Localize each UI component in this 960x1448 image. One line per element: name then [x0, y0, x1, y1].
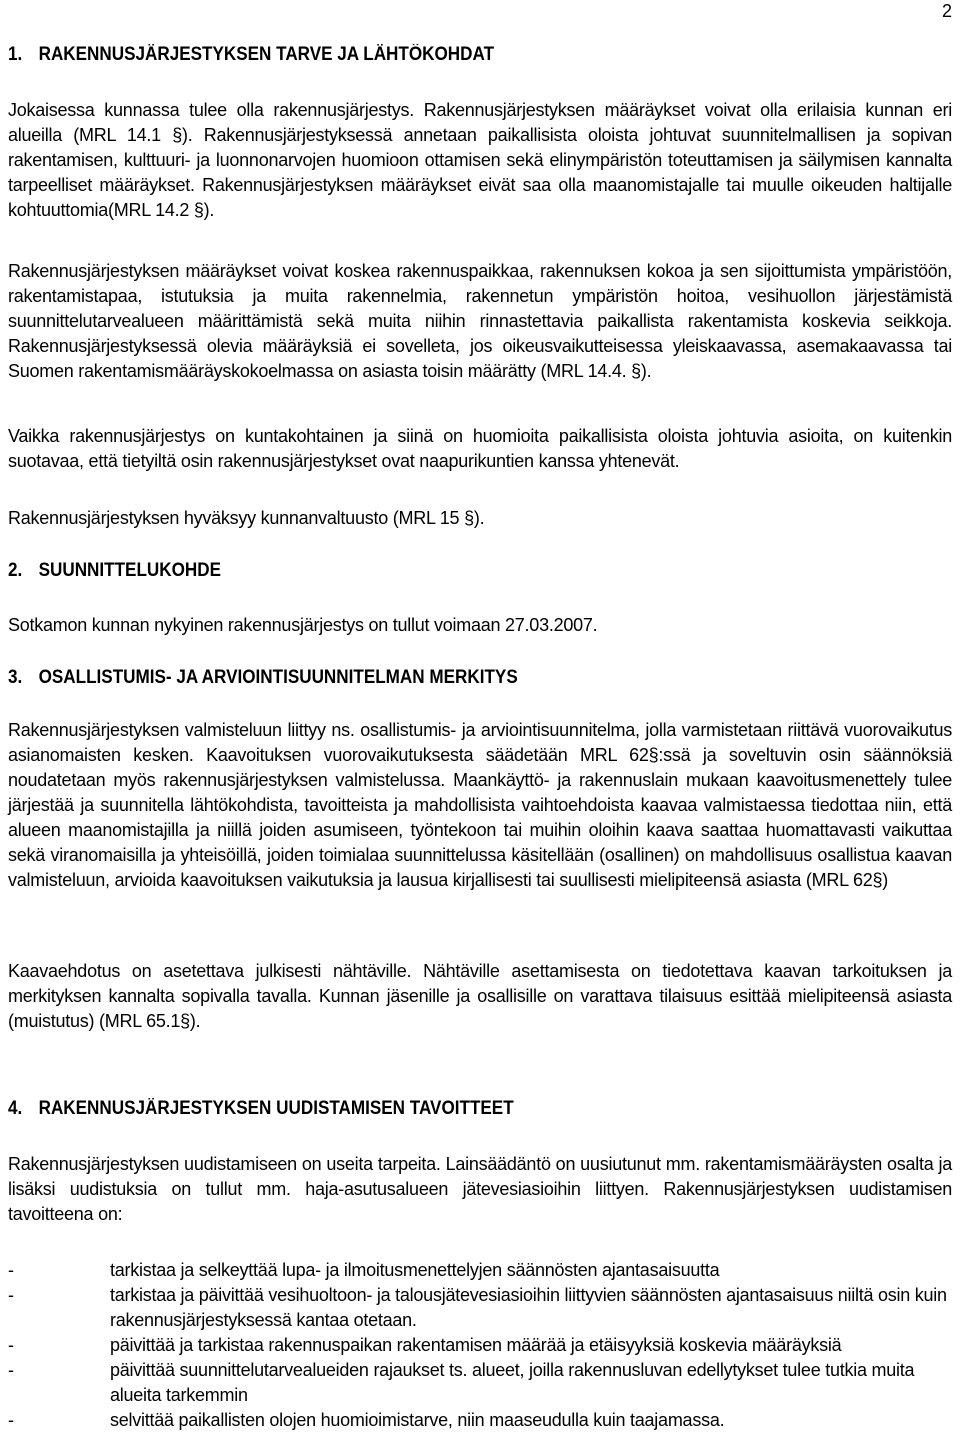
section-1-paragraph-1: Jokaisessa kunnassa tulee olla rakennusjärjestys. Rakennusjärjestyksen määräykset voivat olla erilaisia kunnan eri alueilla (MRL 14.1 §). Rakennusjärjestyksessä annetaan paikallisista oloista johtuvat suunnitelmallisen ja sopivan rakentamisen, kulttuuri- ja luonnonarvojen huomioon ottamisen sekä elinympäristön toteuttamisen ja säilymisen kannalta tarpeelliset määräykset. Rakennusjärjestyksen määräykset eivät saa olla maanomistajalle tai muulle oikeuden haltijalle kohtuuttomia(MRL 14.2 §). — [8, 100, 952, 220]
section-2-number: 2. — [8, 560, 23, 581]
list-item — [8, 1333, 952, 1358]
section-4-paragraph-1: Rakennusjärjestyksen uudistamiseen on useita tarpeita. Lainsäädäntö on uusiutunut mm. rakentamismääräysten osalta ja lisäksi uudistuksia on tullut mm. haja-asutusalueen jätevesiasioihin liittyen. Rakennusjärjestyksen uudistamisen tavoitteena on: — [8, 1154, 952, 1224]
list-dash: - — [8, 1285, 14, 1305]
goals-list — [8, 1258, 952, 1433]
section-1-paragraph-3: Vaikka rakennusjärjestys on kuntakohtainen ja siinä on huomioita paikallisista oloista johtuvia asioita, on kuitenkin suotavaa, että tietyiltä osin rakennusjärjestykset ovat naapurikuntien kanssa yhtenevät. — [8, 426, 952, 471]
section-3-heading — [8, 665, 518, 691]
list-item-text: päivittää suunnittelutarvealueiden rajaukset ts. alueet, joilla rakennusluvan edellytykset tulee tutkia muita alueita tarkemmin — [110, 1360, 915, 1405]
list-item-text: selvittää paikallisten olojen huomioimistarve, niin maaseudulla kuin taajamassa. — [110, 1410, 725, 1430]
list-item — [8, 1283, 952, 1333]
section-3-number: 3. — [8, 667, 23, 688]
section-4-title: RAKENNUSJÄRJESTYKSEN UUDISTAMISEN TAVOITTEET — [38, 1098, 514, 1119]
section-3-paragraph-2: Kaavaehdotus on asetettava julkisesti nähtäville. Nähtäville asettamisesta on tiedotettava kaavan tarkoituksen ja merkityksen kannalta sopivalla tavalla. Kunnan jäsenille ja osallisille on varattava tilaisuus esittää mielipiteensä asiasta (muistutus) (MRL 65.1§). — [8, 961, 952, 1031]
list-dash: - — [8, 1410, 14, 1430]
list-item-text: tarkistaa ja päivittää vesihuoltoon- ja talousjätevesiasioihin liittyvien säännösten ajantasaisuus niiltä osin kuin rakennusjärjestyksessä kantaa otetaan. — [110, 1285, 947, 1330]
section-4-heading — [8, 1096, 514, 1122]
section-1-heading — [8, 42, 494, 68]
page-number: 2 — [941, 1, 952, 21]
section-2-title: SUUNNITTELUKOHDE — [38, 560, 222, 581]
section-2-paragraph-1: Sotkamon kunnan nykyinen rakennusjärjestys on tullut voimaan 27.03.2007. — [8, 615, 598, 635]
list-item-text: päivittää ja tarkistaa rakennuspaikan rakentamisen määrää ja etäisyyksiä koskevia määräyksiä — [110, 1335, 842, 1355]
list-item — [8, 1258, 952, 1283]
section-3-paragraph-1: Rakennusjärjestyksen valmisteluun liittyy ns. osallistumis- ja arviointisuunnitelma, jolla varmistetaan riittävä vuorovaikutus asianomaisten kesken. Kaavoituksen vuorovaikutuksesta säädetään MRL 62§:ssä ja soveltuvin osin säännöksiä noudatetaan myös rakennusjärjestyksen valmistelussa. Maankäyttö- ja rakennuslain mukaan kaavoitusmenettely tulee järjestää ja suunnitella lähtökohdista, tavoitteista ja mahdollisista vaihtoehdoista kaavaa valmistaessa tiedottaa niin, että alueen maanomistajilla ja niillä joiden asumiseen, työntekoon tai muihin oloihin kaava saattaa huomattavasti vaikuttaa sekä viranomaisilla ja yhteisöillä, joiden toimialaa suunnittelussa käsitellään (osallinen) on mahdollisuus osallistua kaavan valmisteluun, arvioida kaavoituksen vaikutuksia ja lausua kirjallisesti tai suullisesti mielipiteensä asiasta (MRL 62§) — [8, 720, 952, 890]
section-1-number: 1. — [8, 44, 23, 65]
section-4-number: 4. — [8, 1098, 23, 1119]
list-dash: - — [8, 1360, 14, 1380]
document-page — [8, 0, 952, 1448]
list-dash: - — [8, 1260, 14, 1280]
list-item — [8, 1358, 952, 1408]
section-1-paragraph-4: Rakennusjärjestyksen hyväksyy kunnanvaltuusto (MRL 15 §). — [8, 508, 485, 528]
section-2-heading — [8, 558, 221, 584]
list-dash: - — [8, 1335, 14, 1355]
list-item — [8, 1408, 952, 1433]
section-1-paragraph-2: Rakennusjärjestyksen määräykset voivat koskea rakennuspaikkaa, rakennuksen kokoa ja sen sijoittumista ympäristöön, rakentamistapaa, istutuksia ja muita rakennelmia, rakennetun ympäristön hoitoa, vesihuollon järjestämistä suunnittelutarvealueen määrittämistä sekä muita niihin rinnastettavia paikallista rakentamista koskevia seikkoja. Rakennusjärjestyksessä olevia määräyksiä ei sovelleta, jos oikeusvaikutteisessa yleiskaavassa, asemakaavassa tai Suomen rakentamismääräyskokoelmassa on asiasta toisin määrätty (MRL 14.4. §). — [8, 261, 952, 381]
section-1-title: RAKENNUSJÄRJESTYKSEN TARVE JA LÄHTÖKOHDAT — [38, 44, 495, 65]
section-3-title: OSALLISTUMIS- JA ARVIOINTISUUNNITELMAN MERKITYS — [38, 667, 518, 688]
list-item-text: tarkistaa ja selkeyttää lupa- ja ilmoitusmenettelyjen säännösten ajantasaisuutta — [110, 1260, 720, 1280]
